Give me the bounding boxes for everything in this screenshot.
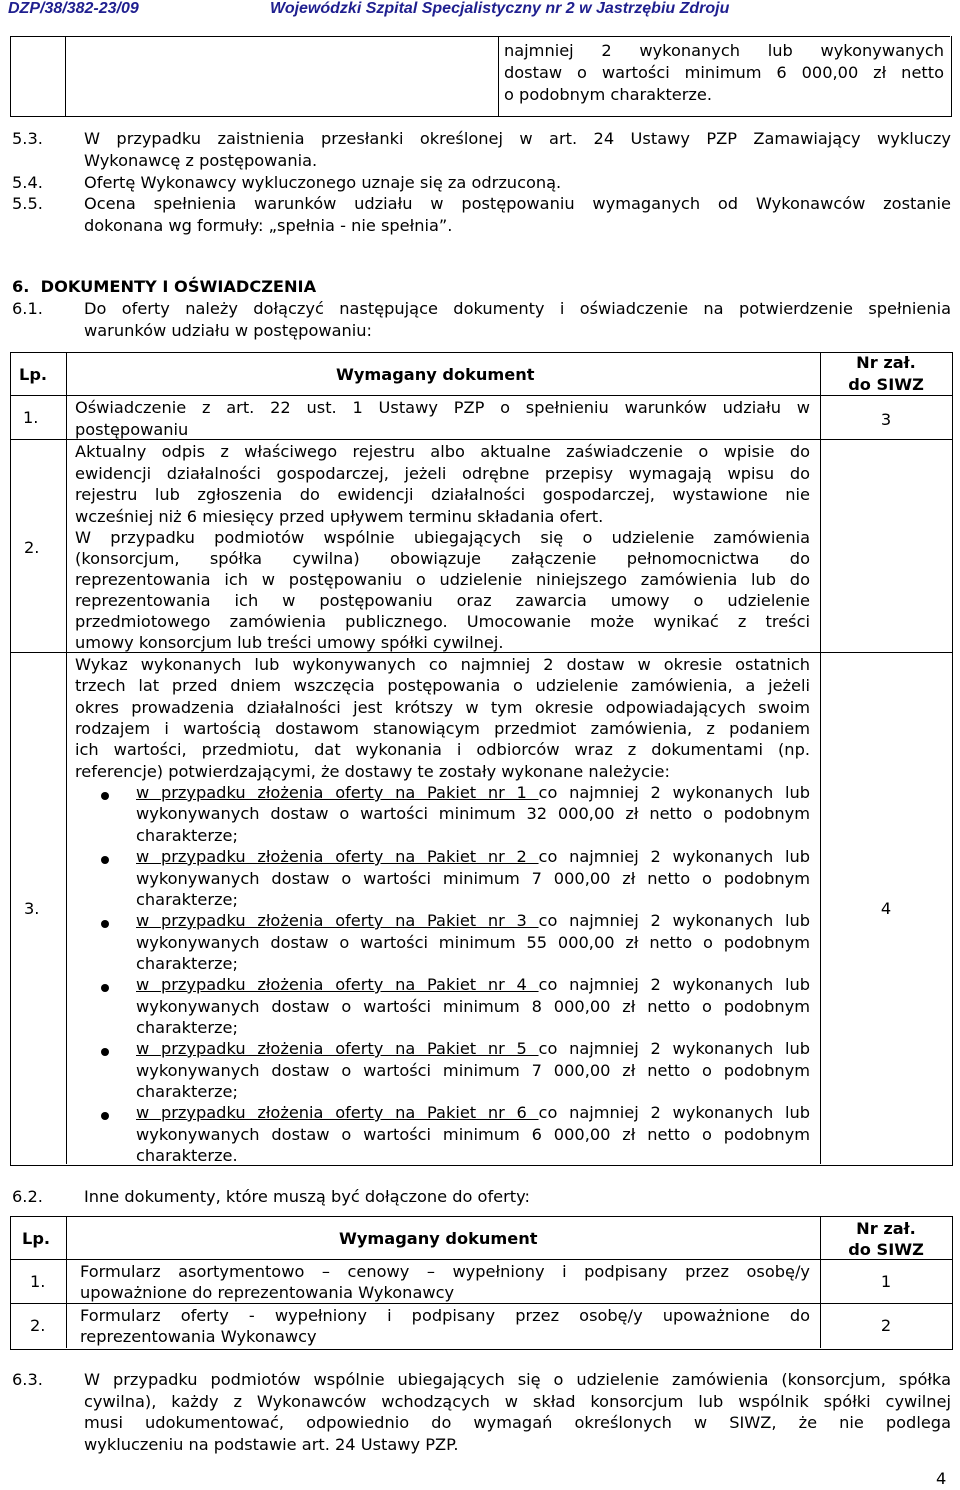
table1-row3-intro-3: okres prowadzenia działalności jest krótszy w tym okresie odpowiadających swoim <box>75 698 810 717</box>
bullet-line-2: wykonywanych dostaw o wartości minimum 55 000,00 zł netto o podobnym <box>136 933 810 952</box>
bullet-line-1: w przypadku złożenia oferty na Pakiet nr 6 co najmniej 2 wykonanych lub <box>136 1103 810 1122</box>
table1-row1-line-1: Oświadczenie z art. 22 ust. 1 Ustawy PZP o spełnieniu warunków udziału w <box>75 398 810 417</box>
item-5-5-line-2: dokonana wg formuły: „spełnia - nie spełnia”. <box>84 216 453 235</box>
table1-row2-b-line-3: reprezentowania ich w postępowaniu o udzielenie niniejszego zamówienia lub do <box>75 570 810 589</box>
bullet-line-2: wykonywanych dostaw o wartości minimum 7 000,00 zł netto o podobnym <box>136 869 810 888</box>
bullet-dot <box>101 984 109 992</box>
bullet-dot <box>101 792 109 800</box>
item-6-3-number: 6.3. <box>12 1370 43 1389</box>
table1-row2-b-line-2: (konsorcjum, spółka cywilna) obowiązuje załączenie pełnomocnictwa do <box>75 549 810 568</box>
bullet-dot <box>101 920 109 928</box>
bullet-line-1: w przypadku złożenia oferty na Pakiet nr 4 co najmniej 2 wykonanych lub <box>136 975 810 994</box>
bullet-line-2: wykonywanych dostaw o wartości minimum 32 000,00 zł netto o podobnym <box>136 804 810 823</box>
table2-header-document: Wymagany dokument <box>339 1229 538 1248</box>
table1-row2-b-line-1: W przypadku podmiotów wspólnie ubiegających się o udzielenie zamówienia <box>75 528 810 547</box>
item-5-3-line-1: W przypadku zaistnienia przesłanki określonej w art. 24 Ustawy PZP Zamawiający wykluczy <box>84 129 951 148</box>
item-6-2-number: 6.2. <box>12 1187 43 1206</box>
table1-row2-a-line-1: Aktualny odpis z właściwego rejestru albo aktualne zaświadczenie o wpisie do <box>75 442 810 461</box>
table1-row3-intro-2: trzech lat przed dniem wszczęcia postępowania o udzielenie zamówienia, a jeżeli <box>75 676 810 695</box>
table2-header-nr-2: do SIWZ <box>848 1240 924 1259</box>
bullet-line-2: wykonywanych dostaw o wartości minimum 7 000,00 zł netto o podobnym <box>136 1061 810 1080</box>
table1-row3-intro-1: Wykaz wykonanych lub wykonywanych co najmniej 2 dostaw w okresie ostatnich <box>75 655 810 674</box>
bullet-line-3: charakterze; <box>136 1082 238 1101</box>
bullet-dot <box>101 856 109 864</box>
top-cell-line-2: dostaw o wartości minimum 6 000,00 zł netto <box>504 63 944 82</box>
bullet-line-3: charakterze; <box>136 954 238 973</box>
table1-row2-a-line-4: wcześniej niż 6 miesięcy przed upływem terminu składania ofert. <box>75 507 604 526</box>
bullet-line-1: w przypadku złożenia oferty na Pakiet nr 5 co najmniej 2 wykonanych lub <box>136 1039 810 1058</box>
bullet-line-2: wykonywanych dostaw o wartości minimum 6 000,00 zł netto o podobnym <box>136 1125 810 1144</box>
header-divider <box>10 36 950 37</box>
table2-row1-line-1: Formularz asortymentowo – cenowy – wypełniony i podpisany przez osobę/y <box>80 1262 810 1281</box>
table2-row1-line-2: upoważnione do reprezentowania Wykonawcy <box>80 1283 455 1302</box>
item-5-5-number: 5.5. <box>12 194 43 213</box>
table1-row2-a-line-2: ewidencji działalności gospodarczej, jeżeli odrębne przepisy wymagają wpisu do <box>75 464 810 483</box>
table2-header-lp: Lp. <box>22 1229 51 1248</box>
item-6-1-line-2: warunków udziału w postępowaniu: <box>84 321 372 340</box>
item-6-3-line-4: wykluczeniu na podstawie art. 24 Ustawy PZP. <box>84 1435 459 1454</box>
item-6-1-line-1: Do oferty należy dołączyć następujące dokumenty i oświadczenie na potwierdzenie spełnienia <box>84 299 951 318</box>
table2-row2-lp: 2. <box>30 1316 46 1335</box>
table1-row3-intro-4: rodzajem i wartością dostawom stanowiącym przedmiot zamówienia, z podaniem <box>75 719 810 738</box>
table1-row1-lp: 1. <box>23 408 39 427</box>
bullet-line-3: charakterze; <box>136 826 238 845</box>
table2-row1-nr: 1 <box>880 1272 892 1291</box>
bullet-line-1: w przypadku złożenia oferty na Pakiet nr 1 co najmniej 2 wykonanych lub <box>136 783 810 802</box>
hospital-name: Wojewódzki Szpital Specjalistyczny nr 2 w Jastrzębiu Zdroju <box>270 0 730 17</box>
bullet-line-3: charakterze; <box>136 890 238 909</box>
item-6-3-line-1: W przypadku podmiotów wspólnie ubiegających się o udzielenie zamówienia (konsorcjum, spółka <box>84 1370 951 1389</box>
item-5-4-line-1: Ofertę Wykonawcy wykluczonego uznaje się za odrzuconą. <box>84 173 562 192</box>
bullet-line-2: wykonywanych dostaw o wartości minimum 8 000,00 zł netto o podobnym <box>136 997 810 1016</box>
table1-header-document: Wymagany dokument <box>336 365 535 384</box>
table2-header-nr-1: Nr zał. <box>856 1219 916 1238</box>
top-cell-line-1: najmniej 2 wykonanych lub wykonywanych <box>504 41 944 60</box>
item-6-3-line-2: cywilna), każdy z Wykonawców wchodzących w skład konsorcjum lub wspólnik spółki cywilnej <box>84 1392 951 1411</box>
section-6-heading: 6. DOKUMENTY I OŚWIADCZENIA <box>12 277 317 296</box>
table2-row1-lp: 1. <box>30 1272 46 1291</box>
table2-row2-nr: 2 <box>880 1316 892 1335</box>
table2-row2-line-1: Formularz oferty - wypełniony i podpisany przez osobę/y upoważnione do <box>80 1306 810 1325</box>
table1-row2-a-line-3: rejestru lub zgłoszenia do ewidencji działalności gospodarczej, wystawione nie <box>75 485 810 504</box>
table1-row3-intro-6: referencje) potwierdzającymi, że dostawy te zostały wykonane należycie: <box>75 762 670 781</box>
top-cell-line-3: o podobnym charakterze. <box>504 85 713 104</box>
item-5-3-number: 5.3. <box>12 129 43 148</box>
table1-row3-intro-5: ich wartości, przedmiotu, dat wykonania i odbiorców wraz z dokumentami (np. <box>75 740 810 759</box>
item-5-5-line-1: Ocena spełnienia warunków udziału w postępowaniu wymaganych od Wykonawców zostanie <box>84 194 951 213</box>
table2-row2-line-2: reprezentowania Wykonawcy <box>80 1327 317 1346</box>
table1-header-nr-1: Nr zał. <box>856 353 916 372</box>
bullet-line-3: charakterze. <box>136 1146 238 1165</box>
table1-row2-b-line-6: umowy konsorcjum lub treści umowy spółki cywilnej. <box>75 633 504 652</box>
table1-row3-lp: 3. <box>24 899 40 918</box>
table1-row1-line-2: postępowaniu <box>75 420 189 439</box>
table1-row2-b-line-4: reprezentowania ich w postępowaniu oraz zawarcia umowy o udzielenie <box>75 591 810 610</box>
bullet-line-1: w przypadku złożenia oferty na Pakiet nr 3 co najmniej 2 wykonanych lub <box>136 911 810 930</box>
item-5-4-number: 5.4. <box>12 173 43 192</box>
table1-row2-b-line-5: przedmiotowego zamówienia publicznego. Umocowanie może wynikać z treści <box>75 612 810 631</box>
bullet-line-3: charakterze; <box>136 1018 238 1037</box>
item-5-3-line-2: Wykonawcę z postępowania. <box>84 151 318 170</box>
doc-reference: DZP/38/382-23/09 <box>8 0 139 17</box>
bullet-dot <box>101 1048 109 1056</box>
table1-header-lp: Lp. <box>19 365 48 384</box>
item-6-3-line-3: musi udokumentować, odpowiednio do wymagań określonych w SIWZ, że nie podlega <box>84 1413 951 1432</box>
item-6-1-number: 6.1. <box>12 299 43 318</box>
bullet-line-1: w przypadku złożenia oferty na Pakiet nr 2 co najmniej 2 wykonanych lub <box>136 847 810 866</box>
table1-row1-nr: 3 <box>880 410 892 429</box>
item-6-2-text: Inne dokumenty, które muszą być dołączone do oferty: <box>84 1187 530 1206</box>
page-number: 4 <box>936 1469 947 1488</box>
table1-header-nr-2: do SIWZ <box>848 375 924 394</box>
table1-row3-nr: 4 <box>880 899 892 918</box>
table1-row2-lp: 2. <box>24 538 40 557</box>
bullet-dot <box>101 1112 109 1120</box>
